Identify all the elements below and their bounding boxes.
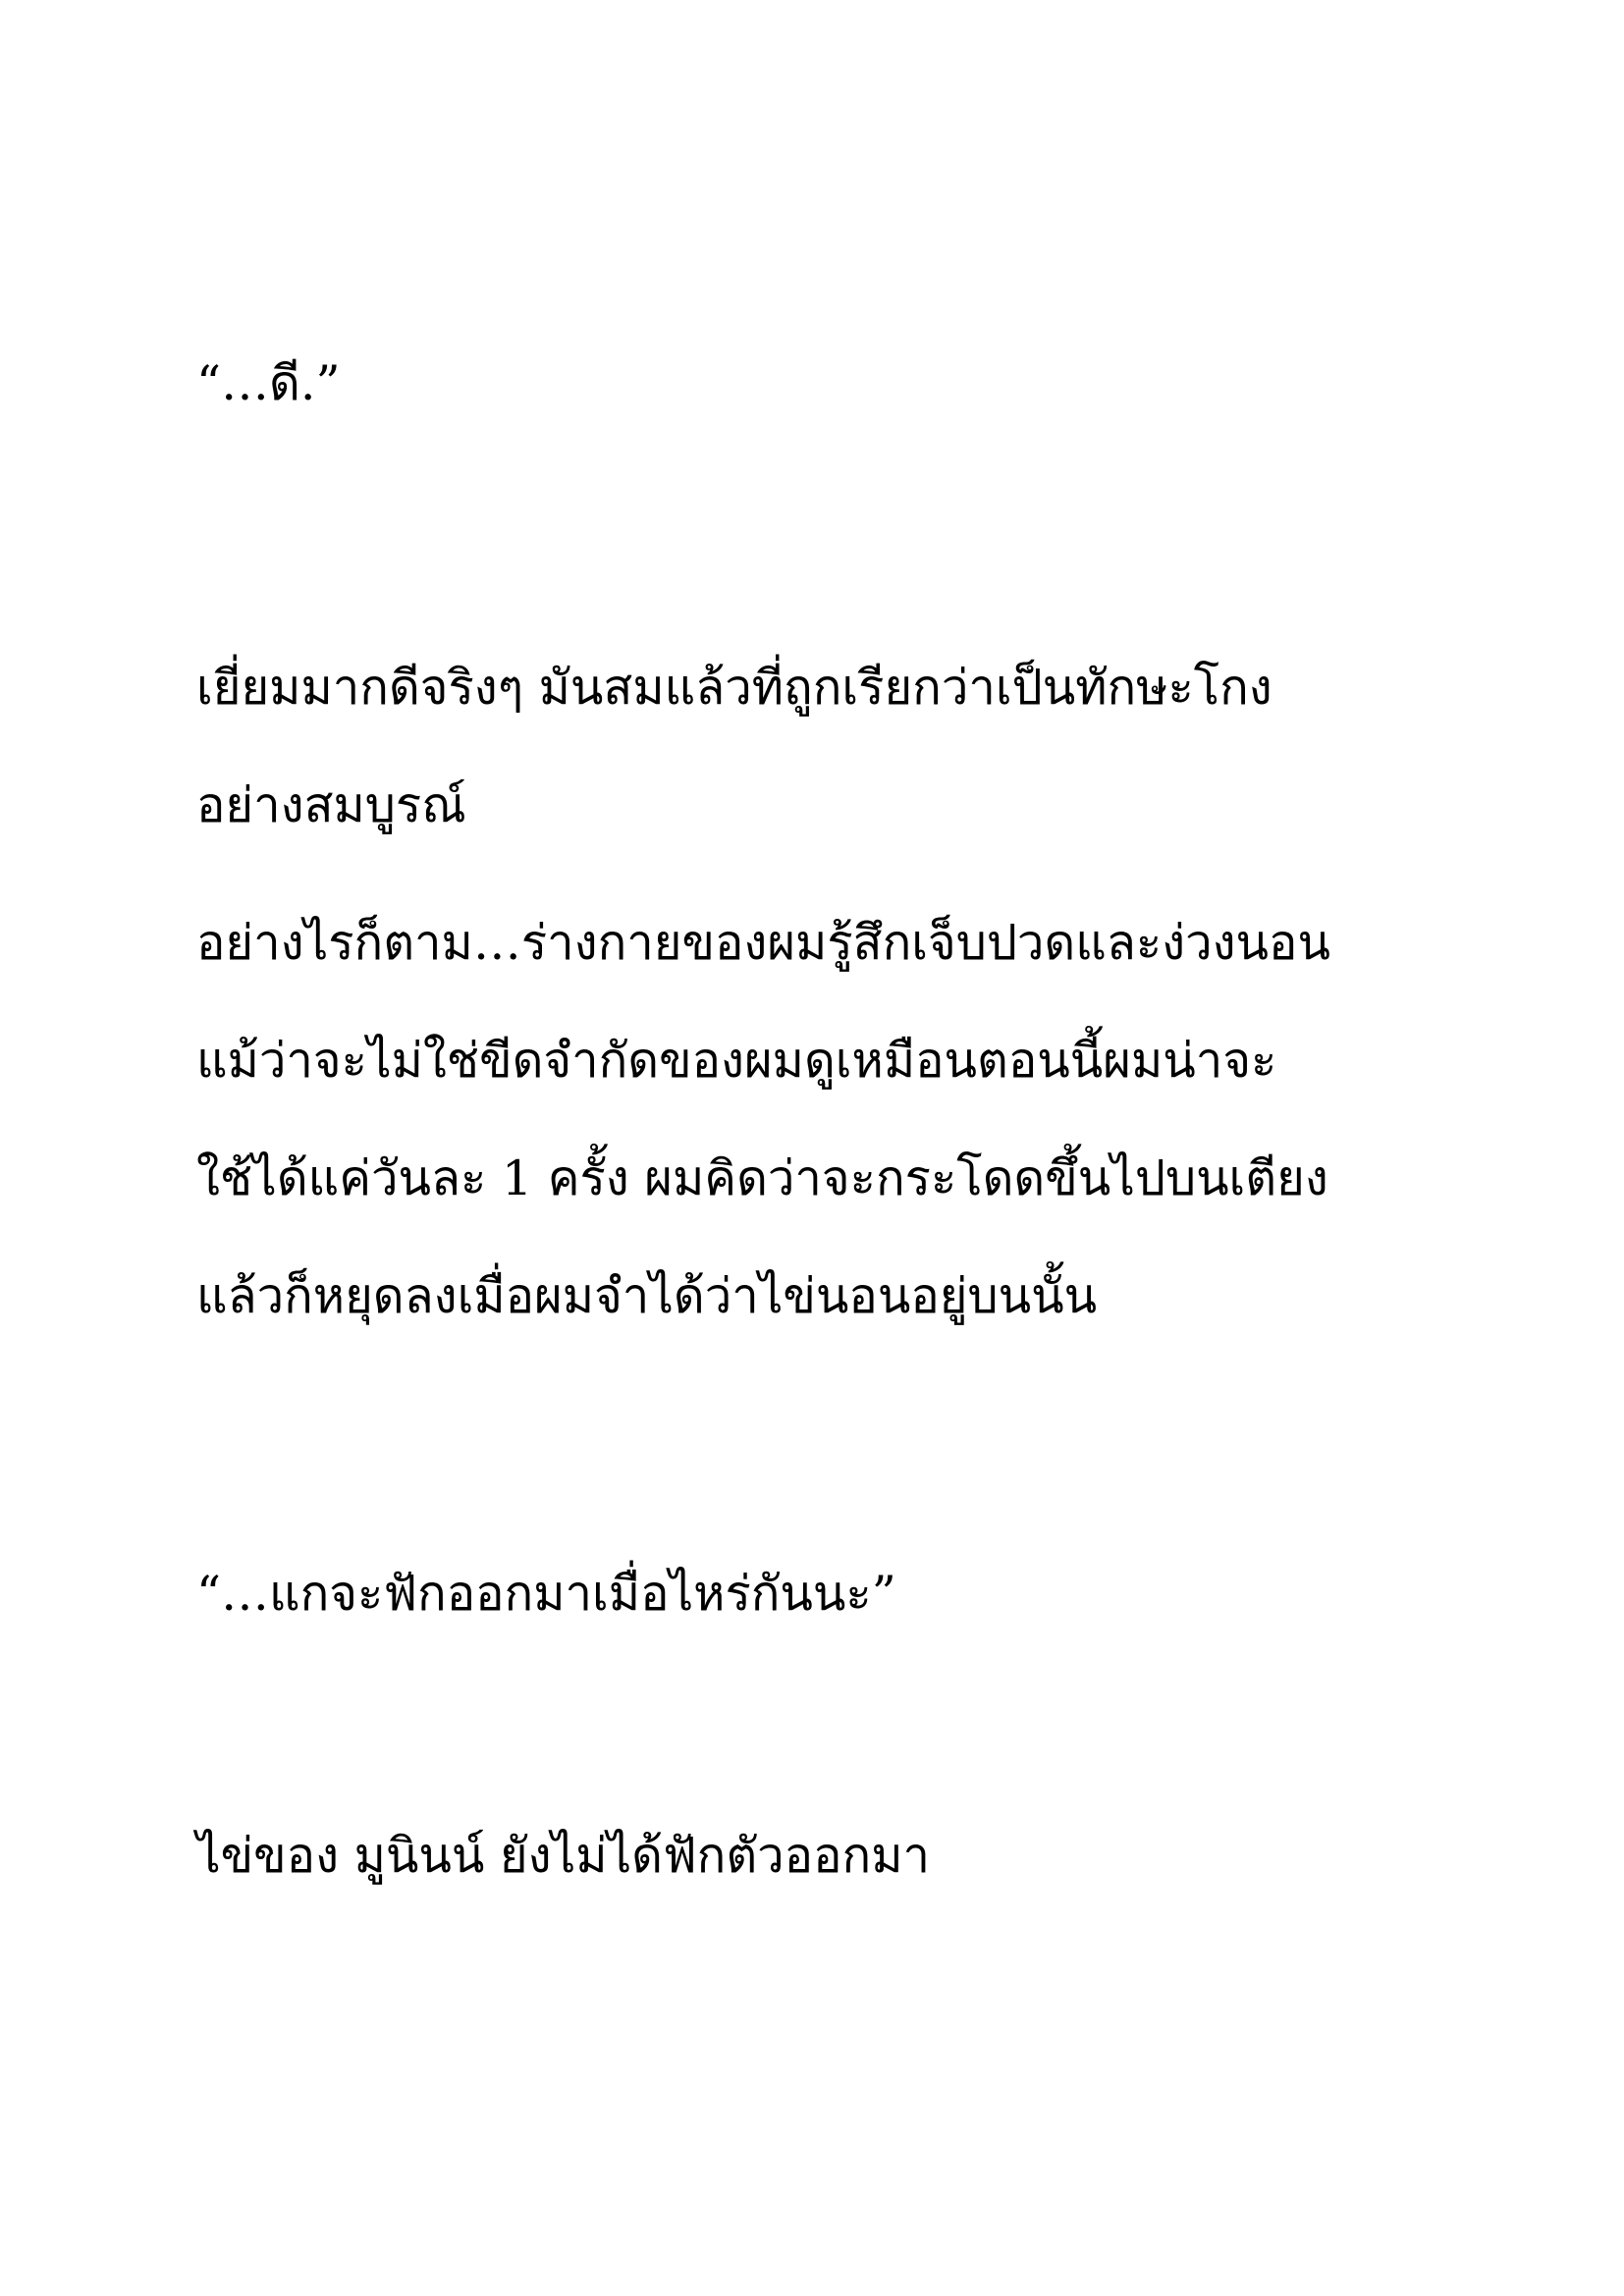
paragraph-line: อย่างไรก็ตาม…ร่างกายของผมรู้สึกเจ็บปวดและง่วงนอน — [196, 915, 1330, 971]
paragraph-line: เยี่ยมมากดีจริงๆ มันสมแล้วที่ถูกเรียกว่าเป็นทักษะโกง — [196, 660, 1272, 716]
paragraph-line: แล้วก็หยุดลงเมื่อผมจำได้ว่าไข่นอนอยู่บนนั้น — [196, 1268, 1098, 1324]
paragraph-line: แม้ว่าจะไม่ใช่ขีดจำกัดของผมดูเหมือนตอนนี้ผมน่าจะ — [196, 1033, 1277, 1089]
dialogue-line: “…แกจะฟักออกมาเมื่อไหร่กันนะ” — [196, 1566, 896, 1622]
paragraph-line: อย่างสมบูรณ์ — [196, 777, 466, 833]
dialogue-line: “…ดี.” — [196, 355, 341, 411]
paragraph-line: ใช้ได้แค่วันละ 1 ครั้ง ผมคิดว่าจะกระโดดขึ้นไปบนเตียง — [196, 1150, 1328, 1206]
paragraph-line: ไข่ของ มูนินน์ ยังไม่ได้ฟักตัวออกมา — [196, 1828, 931, 1884]
